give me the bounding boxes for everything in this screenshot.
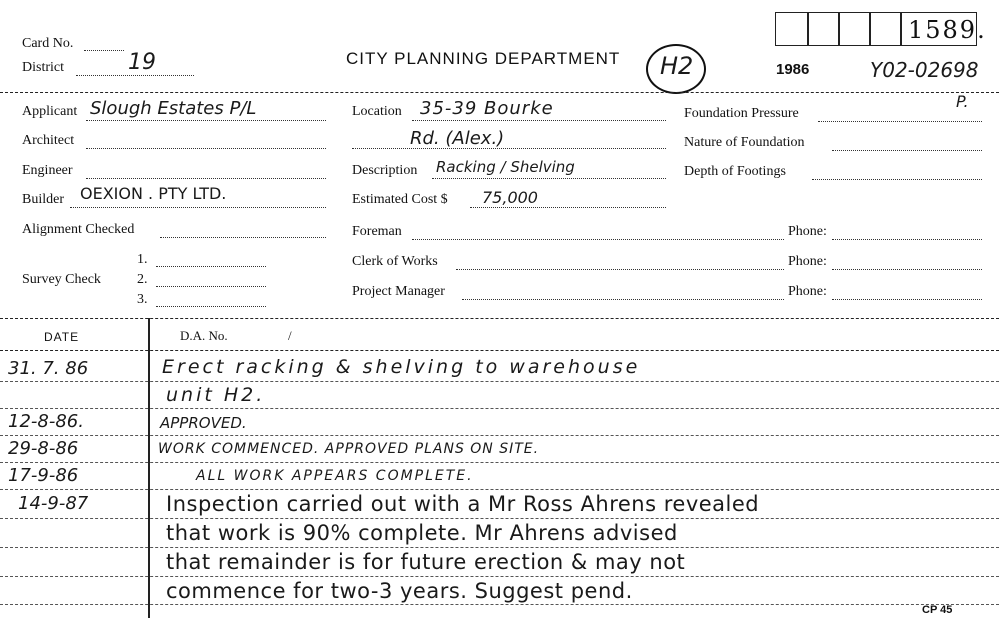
location-value-2: Rd. (Alex.) xyxy=(410,128,505,149)
applicant-label: Applicant xyxy=(22,104,78,119)
phone-label-1: Phone: xyxy=(788,224,827,239)
log-entry: that remainder is for future erection & may not xyxy=(166,550,686,574)
ruled-line xyxy=(0,518,999,519)
builder-dots xyxy=(70,207,326,208)
ruled-line xyxy=(0,547,999,548)
ruled-line xyxy=(0,462,999,463)
description-label: Description xyxy=(352,163,418,178)
footings-dots xyxy=(812,179,982,180)
location-dots-2 xyxy=(352,148,666,149)
foundation-pressure-value: P. xyxy=(956,92,969,111)
date-column-header: DATE xyxy=(44,330,80,344)
da-number: / xyxy=(288,328,292,343)
alignment-checked-label: Alignment Checked xyxy=(22,222,135,237)
log-entry: ALL WORK APPEARS COMPLETE. xyxy=(196,468,474,484)
card-number: 1589. xyxy=(908,16,987,44)
engineer-dots xyxy=(86,178,326,179)
nature-dots xyxy=(832,150,982,151)
reference-number: Y02-02698 xyxy=(870,58,979,82)
architect-label: Architect xyxy=(22,133,75,148)
log-entry: Erect racking & shelving to warehouse xyxy=(162,356,641,378)
log-entry: Inspection carried out with a Mr Ross Ahrens revealed xyxy=(166,492,760,516)
phone-dots-2 xyxy=(832,269,982,270)
log-header-rule xyxy=(0,350,999,351)
description-value: Racking / Shelving xyxy=(436,158,575,176)
phone-label-2: Phone: xyxy=(788,254,827,269)
ruled-line xyxy=(0,435,999,436)
header-rule xyxy=(0,92,999,93)
log-date: 29-8-86 xyxy=(8,438,79,459)
log-column-divider xyxy=(148,318,150,618)
da-column-header: D.A. No. xyxy=(180,328,228,343)
depth-of-footings-label: Depth of Footings xyxy=(684,164,786,179)
card-no-dots xyxy=(84,50,124,51)
log-entry: WORK COMMENCED. APPROVED PLANS ON SITE. xyxy=(158,441,540,457)
nature-of-foundation-label: Nature of Foundation xyxy=(684,135,805,150)
builder-value: OEXION . PTY LTD. xyxy=(80,184,227,203)
log-entry: commence for two-3 years. Suggest pend. xyxy=(166,579,633,603)
clerk-dots xyxy=(456,269,784,270)
phone-dots-1 xyxy=(832,239,982,240)
log-date: 12-8-86. xyxy=(8,411,84,432)
builder-label: Builder xyxy=(22,192,64,207)
survey-check-label: Survey Check xyxy=(22,272,101,287)
log-entry: that work is 90% complete. Mr Ahrens advised xyxy=(166,521,678,545)
district-dots xyxy=(76,75,194,76)
district-label: District xyxy=(22,60,64,75)
phone-label-3: Phone: xyxy=(788,284,827,299)
foundation-pressure-label: Foundation Pressure xyxy=(684,106,799,121)
ruled-line xyxy=(0,381,999,382)
applicant-dots xyxy=(86,120,326,121)
survey-dots-2 xyxy=(156,286,266,287)
ruled-line xyxy=(0,604,999,605)
clerk-of-works-label: Clerk of Works xyxy=(352,254,438,269)
estimated-cost-value: 75,000 xyxy=(482,188,538,207)
log-date: 17-9-86 xyxy=(8,465,79,486)
card-no-label: Card No. xyxy=(22,36,74,51)
estimated-cost-label: Estimated Cost $ xyxy=(352,192,448,207)
box-divider xyxy=(869,12,871,45)
foreman-dots xyxy=(412,239,784,240)
district-value: 19 xyxy=(128,50,156,75)
page-title: CITY PLANNING DEPARTMENT xyxy=(346,49,621,68)
phone-dots-3 xyxy=(832,299,982,300)
survey-dots-1 xyxy=(156,266,266,267)
alignment-dots xyxy=(160,237,326,238)
survey-item-2: 2. xyxy=(137,272,148,287)
box-divider xyxy=(838,12,840,45)
ruled-line xyxy=(0,408,999,409)
foreman-label: Foreman xyxy=(352,224,402,239)
location-value-1: 35-39 Bourke xyxy=(420,98,554,119)
project-manager-label: Project Manager xyxy=(352,284,445,299)
form-code: CP 45 xyxy=(922,604,953,616)
survey-item-1: 1. xyxy=(137,252,148,267)
applicant-value: Slough Estates P/L xyxy=(90,98,257,119)
survey-dots-3 xyxy=(156,306,266,307)
log-top-rule xyxy=(0,318,999,319)
year: 1986 xyxy=(776,61,810,78)
circled-code: H2 xyxy=(660,52,694,80)
location-dots xyxy=(412,120,666,121)
description-dots xyxy=(432,178,666,179)
foundation-pressure-dots xyxy=(818,121,982,122)
box-divider xyxy=(900,12,902,45)
location-label: Location xyxy=(352,104,402,119)
survey-item-3: 3. xyxy=(137,292,148,307)
ruled-line xyxy=(0,489,999,490)
log-date: 14-9-87 xyxy=(18,493,89,514)
pm-dots xyxy=(462,299,784,300)
engineer-label: Engineer xyxy=(22,163,73,178)
ruled-line xyxy=(0,576,999,577)
log-date: 31. 7. 86 xyxy=(8,358,89,379)
log-entry: unit H2. xyxy=(166,384,266,406)
estimated-cost-dots xyxy=(470,207,666,208)
architect-dots xyxy=(86,148,326,149)
log-entry: APPROVED. xyxy=(160,414,247,432)
box-divider xyxy=(807,12,809,45)
